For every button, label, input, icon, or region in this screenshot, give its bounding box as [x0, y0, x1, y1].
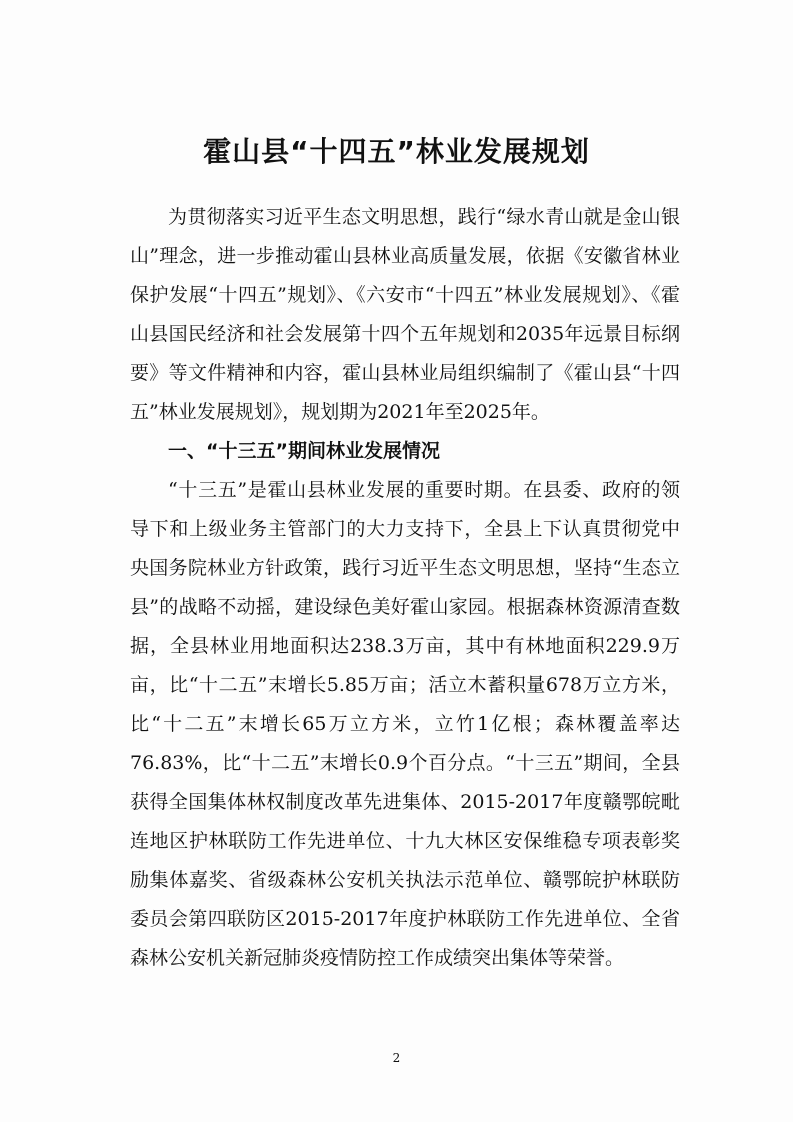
document-title: 霍山县“十四五”林业发展规划 — [203, 135, 590, 168]
intro-paragraph: 为贯彻落实习近平生态文明思想，践行“绿水青山就是金山银山”理念，进一步推动霍山县林业高质量发展，依据《安徽省林业保护发展“十四五”规划》、《六安市“十四五”林业发展规划》、《霍山县国民经济和社会发展第十四个五年规划和2035年远景目标纲要》等文件精神和内容，霍山县林业局组织编制了《霍山县“十四五”林业发展规划》，规划期为2021年至2025年。 — [130, 206, 680, 423]
section-heading: 一、“十三五”期间林业发展情况 — [168, 440, 440, 462]
page-number: 2 — [392, 1051, 401, 1065]
document-body — [130, 198, 680, 978]
section-paragraph: “十三五”是霍山县林业发展的重要时期。在县委、政府的领导下和上级业务主管部门的大力支持下，全县上下认真贯彻党中央国务院林业方针政策，践行习近平生态文明思想，坚持“生态立县”的战略不动摇，建设绿色美好霍山家园。根据森林资源清查数据，全县林业用地面积达238.3万亩，其中有林地面积229.9万亩，比“十二五”末增长5.85万亩；活立木蓄积量678万立方米，比“十二五”末增长65万立方米，立竹1亿根；森林覆盖率达76.83%，比“十二五”末增长0.9个百分点。“十三五”期间，全县获得全国集体林权制度改革先进集体、2015-2017年度赣鄂皖毗连地区护林联防工作先进单位、十九大林区安保维稳专项表彰奖励集体嘉奖、省级森林公安机关执法示范单位、赣鄂皖护林联防委员会第四联防区2015-2017年度护林联防工作先进单位、全省森林公安机关新冠肺炎疫情防控工作成绩突出集体等荣誉。 — [130, 479, 680, 969]
